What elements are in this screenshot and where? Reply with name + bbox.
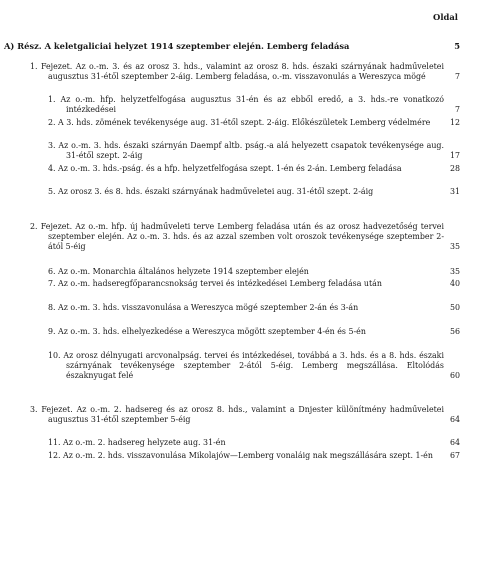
subsection-text: 12. Az o.-m. 2. hds. visszavonulása Mikolajów—Lemberg vonaláig nak megszállására szept. 1-én [48, 451, 433, 460]
subsection-text: 7. Az o.-m. hadseregfőparancsnokság tervei és intézkedései Lemberg feladása után [48, 279, 382, 288]
subsection-text: 2. A 3. hds. zömének tevékenysége aug. 31-étől szept. 2-áig. Előkészületek Lemberg védelmére [48, 118, 431, 127]
entry-page-number: 40 [449, 279, 460, 288]
chapter-text: 1. Fejezet. Az o.-m. 3. és az orosz 3. hds., valamint az orosz 8. hds. északi szárnyának hadműveletei augusztus 31-étől szeptember 2-áig. Lemberg feladása, o.-m. visszavonulás a Wereszyca mögé [30, 62, 444, 82]
subsection-entry [48, 141, 460, 161]
chapter-entry [30, 222, 460, 253]
subsection-entry [48, 303, 460, 313]
part-a-text: A) Rész. A keletgaliciai helyzet 1914 szeptember elején. Lemberg feladása [4, 41, 350, 51]
entry-page-number: 12 [449, 118, 460, 127]
subsection-text: 8. Az o.-m. 3. hds. visszavonulása a Wereszyca mögé szeptember 2-án és 3-án [48, 303, 359, 312]
subsection-entry [48, 351, 460, 382]
entry-page-number: 28 [449, 164, 460, 173]
subsection-text: 3. Az o.-m. 3. hds. északi szárnyán Daempf altb. pság.-a alá helyezett csapatok tevékenysége aug. 31-étől szept. 2-áig [48, 141, 444, 161]
subsection-entry [48, 267, 460, 277]
subsection-entry [48, 327, 460, 337]
subsection-text: 4. Az o.-m. 3. hds.-pság. és a hfp. helyzetfelfogása szept. 1-én és 2-án. Lemberg feladása [48, 164, 402, 173]
chapter-entry [30, 405, 460, 425]
entry-page-number: 17 [449, 151, 460, 161]
entry-page-number: 7 [454, 105, 460, 115]
entry-page-number: 60 [449, 371, 460, 381]
entry-page-number: 64 [449, 438, 460, 447]
subsection-entry [48, 279, 460, 289]
subsection-text: 11. Az o.-m. 2. hadsereg helyzete aug. 31-én [48, 438, 226, 447]
subsection-text: 1. Az o.-m. hfp. helyzetfelfogása augusztus 31-én és az ebből eredő, a 3. hds.-re vonatkozó intézkedései [48, 95, 444, 115]
entry-page-number: 35 [449, 267, 460, 276]
chapter-entry [30, 62, 460, 82]
part-a-heading [4, 41, 460, 51]
subsection-text: 5. Az orosz 3. és 8. hds. északi szárnyának hadműveletei aug. 31-étől szept. 2-áig [48, 187, 374, 196]
chapter-text: 2. Fejezet. Az o.-m. hfp. új hadműveleti terve Lemberg feladása után és az orosz hadvezetőség tervei szeptember elején. Az o.-m. 3. hds. és az azzal szemben volt oroszok tevékenysége szeptember 2-ától 5-éig [30, 222, 444, 252]
subsection-text: 9. Az o.-m. 3. hds. elhelyezkedése a Wereszyca mögött szeptember 4-én és 5-én [48, 327, 366, 336]
entry-page-number: 35 [449, 242, 460, 252]
subsection-entry [48, 438, 460, 448]
chapter-text: 3. Fejezet. Az o.-m. 2. hadsereg és az orosz 8. hds., valamint a Dnjester különítmény hadműveletei augusztus 31-étől szeptember 5-éig [30, 405, 444, 425]
entry-page-number: 67 [449, 451, 460, 460]
subsection-entry [48, 164, 460, 174]
entry-page-number: 50 [449, 303, 460, 312]
entry-page-number: 31 [449, 187, 460, 196]
entry-page-number: 56 [449, 327, 460, 336]
subsection-entry [48, 118, 460, 128]
subsection-entry [48, 187, 460, 197]
subsection-entry [48, 95, 460, 115]
part-a-page: 5 [454, 41, 460, 51]
entry-page-number: 7 [454, 72, 460, 82]
page-column-header: Oldal [433, 12, 458, 22]
entry-page-number: 64 [449, 415, 460, 425]
subsection-text: 10. Az orosz délnyugati arcvonalpság. tervei és intézkedései, továbbá a 3. hds. és a 8. hds. északi szárnyának tevékenysége szeptember 2-ától 5-éig. Lemberg megszállása. Eltolódás északnyugat felé [48, 351, 444, 381]
subsection-text: 6. Az o.-m. Monarchia általános helyzete 1914 szeptember elején [48, 267, 309, 276]
subsection-entry [48, 451, 460, 461]
